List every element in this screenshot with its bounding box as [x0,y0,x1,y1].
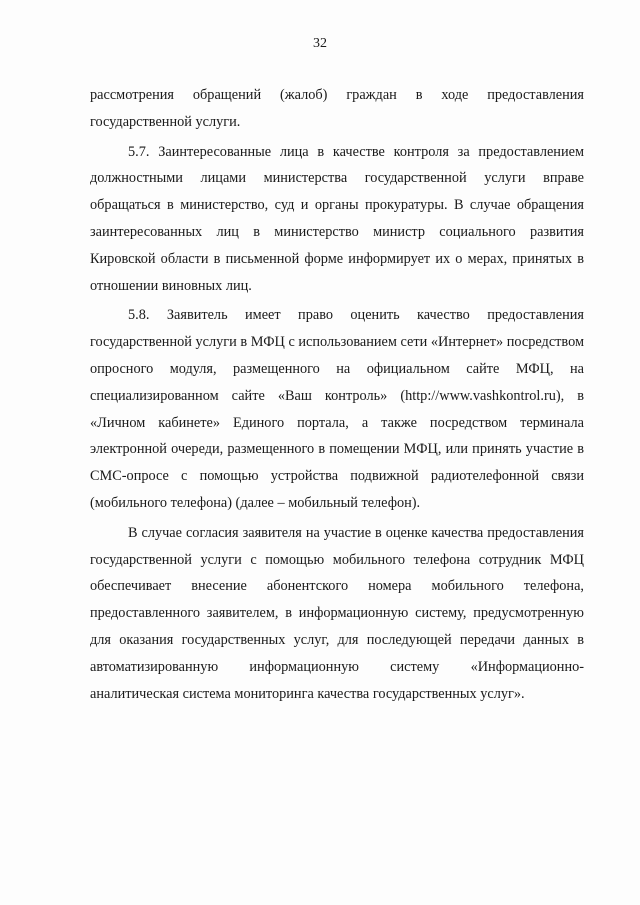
page-number: 32 [313,36,327,51]
paragraph-continuation: рассмотрения обращений (жалоб) граждан в ходе предоставления государственной услуги. [90,87,584,130]
document-body [90,82,584,710]
paragraph-5-7: 5.7. Заинтересованные лица в качестве контроля за предоставлением должностными лицами министерства государственной услуги вправе обращаться в министерство, суд и органы прокуратуры. В случае обращения заинтересованных лиц в министерство министр социального развития Кировской области в письменной форме информирует их о мерах, принятых в отношении виновных лиц. [90,143,584,294]
paragraph-consent: В случае согласия заявителя на участие в оценке качества предоставления государственной услуги с помощью мобильного телефона сотрудник МФЦ обеспечивает внесение абонентского номера мобильного телефона, предоставленного заявителем, в информационную систему, предусмотренную для оказания государственных услуг, для последующей передачи данных в автоматизированную информационную систему «Информационно-аналитическая система мониторинга качества государственных услуг». [90,524,584,702]
paragraph-5-8: 5.8. Заявитель имеет право оценить качество предоставления государственной услуги в МФЦ с использованием сети «Интернет» посредством опросного модуля, размещенного на официальном сайте МФЦ, на специализированном сайте «Ваш контроль» (http://www.vashkontrol.ru), в «Личном кабинете» Единого портала, а также посредством терминала электронной очереди, размещенного в помещении МФЦ, или принять участие в СМС-опросе с помощью устройства подвижной радиотелефонной связи (мобильного телефона) (далее – мобильный телефон). [90,307,584,511]
